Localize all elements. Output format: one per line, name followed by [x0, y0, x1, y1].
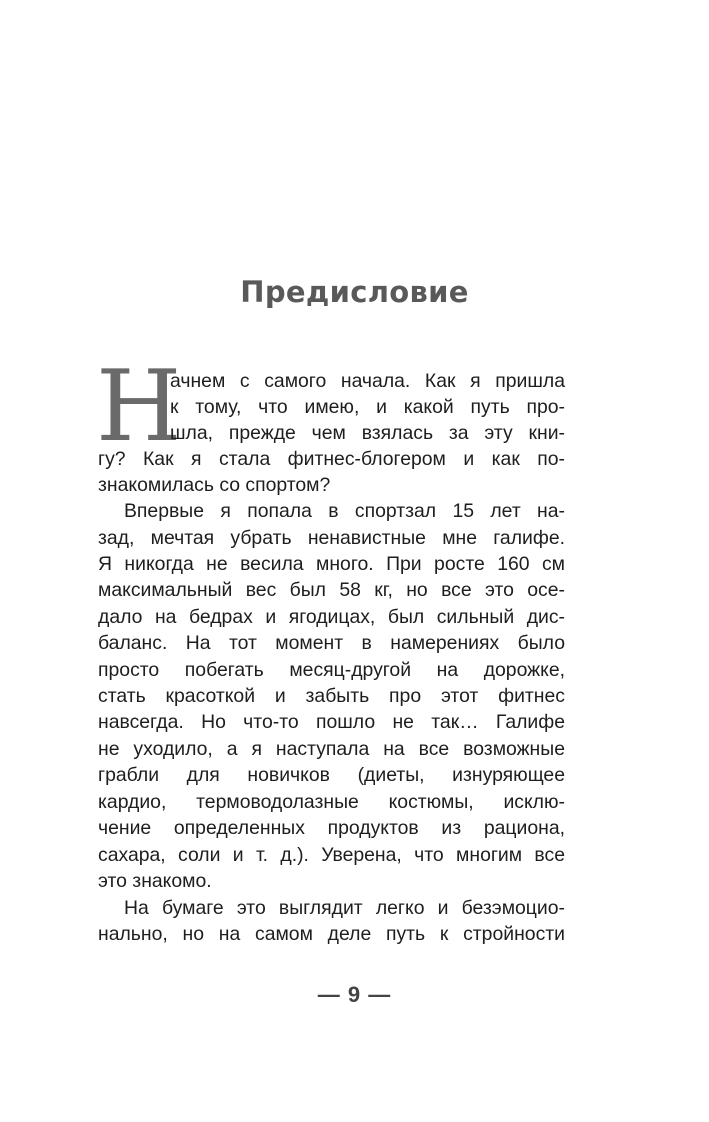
text-line: максимальный вес был 58 кг, но все это осе-	[98, 579, 565, 601]
text-line: просто побегать месяц-другой на дорожке,	[98, 659, 565, 681]
text-line: чение определенных продуктов из рациона,	[98, 817, 565, 839]
text-line: к тому, что имею, и какой путь про-	[170, 396, 565, 418]
page-number: — 9 —	[317, 982, 392, 1007]
text-line: сахара, соли и т. д.). Уверена, что многим все	[98, 844, 565, 866]
text-line: навсегда. Но что-то пошло не так… Галифе	[98, 711, 565, 733]
text-line: гу? Как я стала фитнес-блогером и как по-	[98, 448, 565, 470]
text-line: Впервые я попала в спортзал 15 лет на-	[124, 500, 565, 522]
text-line: ачнем с самого начала. Как я пришла	[170, 370, 565, 392]
text-line: баланс. На тот момент в намерениях было	[98, 632, 565, 654]
text-line: зад, мечтая убрать ненавистные мне галифе.	[98, 527, 565, 549]
text-line: не уходило, а я наступала на все возможные	[98, 738, 565, 760]
text-line: грабли для новичков (диеты, изнуряющее	[98, 764, 565, 786]
text-line: На бумаге это выглядит легко и безэмоцио-	[124, 897, 565, 919]
text-line: нально, но на самом деле путь к стройности	[98, 923, 565, 945]
text-line: дало на бедрах и ягодицах, был сильный дис-	[98, 606, 565, 628]
text-line: стать красоткой и забыть про этот фитнес	[98, 685, 565, 707]
text-line: это знакомо.	[98, 870, 212, 892]
text-line: кардио, термоводолазные костюмы, исклю-	[98, 791, 565, 813]
text-line: шла, прежде чем взялась за эту кни-	[170, 422, 565, 444]
text-line: Я никогда не весила много. При росте 160 см	[98, 553, 565, 575]
chapter-title: Предисловие	[240, 275, 469, 309]
text-line: знакомилась со спортом?	[98, 474, 331, 496]
drop-cap: Н	[96, 350, 182, 464]
